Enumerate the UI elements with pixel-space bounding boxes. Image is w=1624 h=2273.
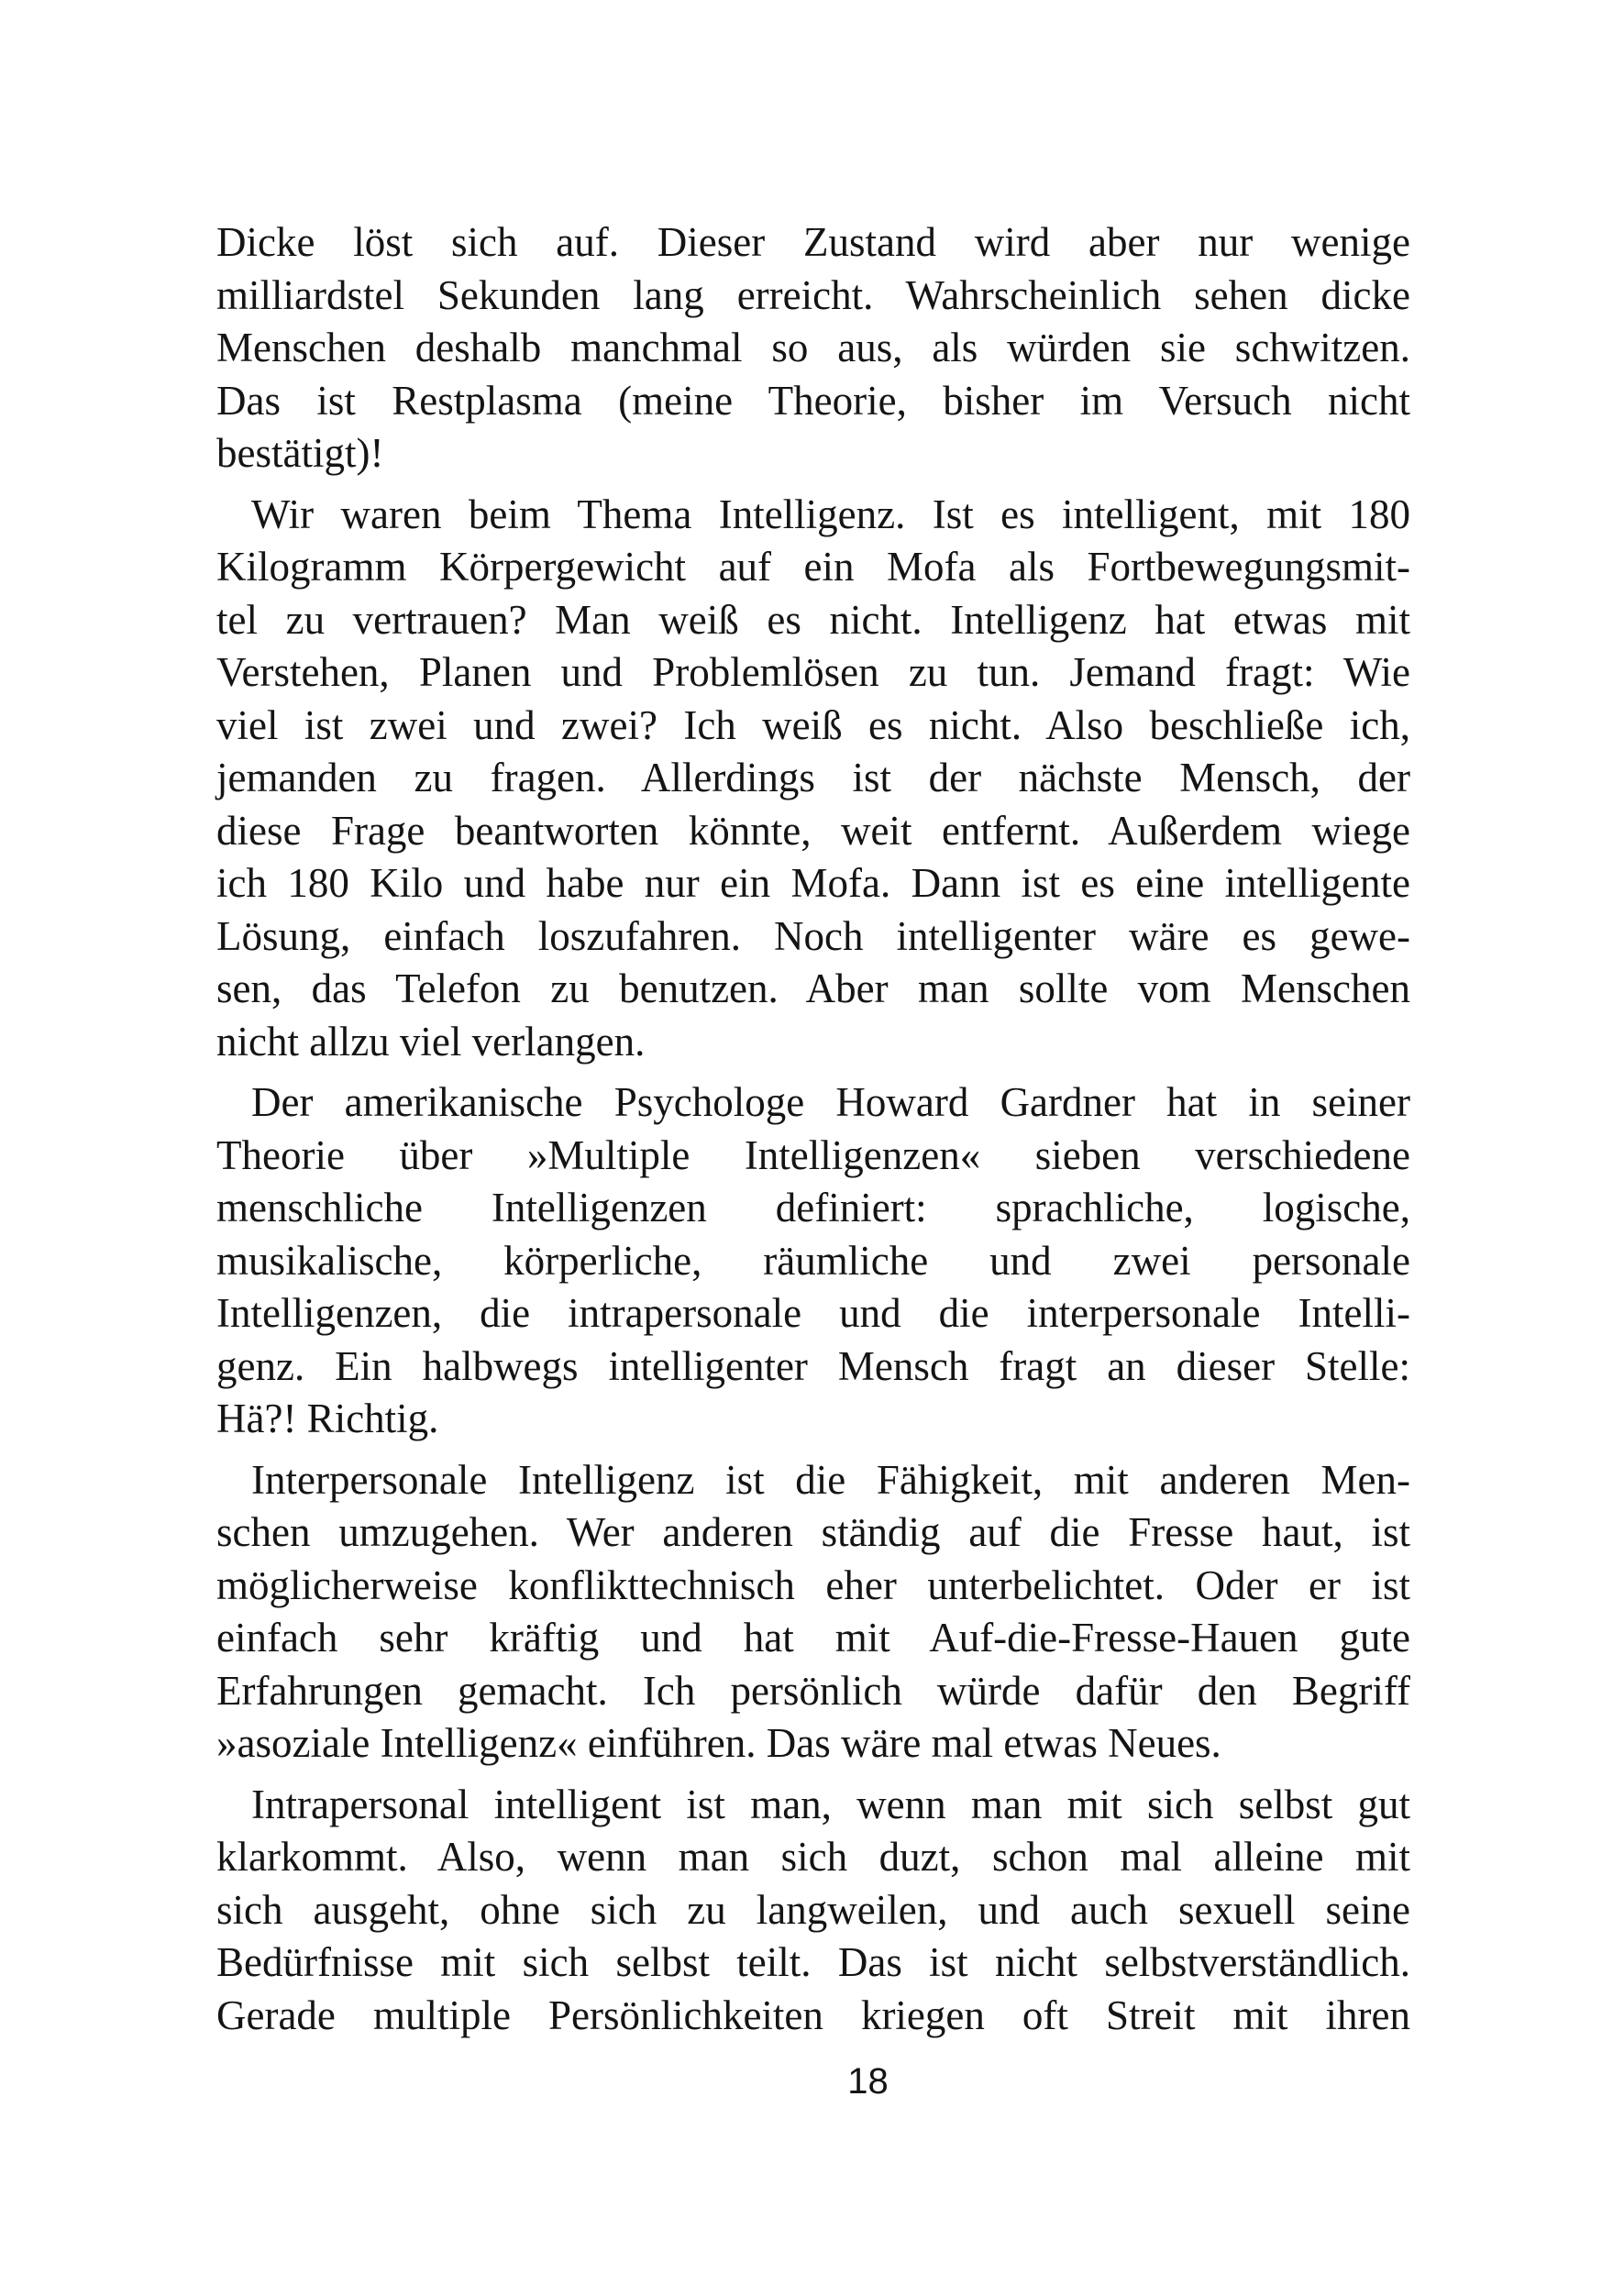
text-line: ich 180 Kilo und habe nur ein Mofa. Dann ist es eine intelligente xyxy=(216,860,1410,906)
text-line: Gerade multiple Persönlichkeiten kriegen oft Streit mit ihren xyxy=(216,1992,1410,2038)
paragraph-2 xyxy=(216,489,1410,1069)
text-line: Intrapersonal intelligent ist man, wenn man mit sich selbst gut xyxy=(251,1781,1410,1827)
text-line: Menschen deshalb manchmal so aus, als würden sie schwitzen. xyxy=(216,325,1410,370)
text-line: »asoziale Intelligenz« einführen. Das wäre mal etwas Neues. xyxy=(216,1720,1221,1766)
text-line: viel ist zwei und zwei? Ich weiß es nicht. Also beschließe ich, xyxy=(216,701,1410,748)
text-line: Erfahrungen gemacht. Ich persönlich würde dafür den Begriff xyxy=(216,1667,1410,1714)
text-line: Dicke löst sich auf. Dieser Zustand wird aber nur wenige xyxy=(216,219,1410,265)
text-line: möglicherweise konflikttechnisch eher unterbelichtet. Oder er ist xyxy=(216,1561,1410,1608)
text-line: menschliche Intelligenzen definiert: sprachliche, logische, xyxy=(216,1185,1410,1230)
page-number: 18 xyxy=(847,2061,889,2102)
text-line: Theorie über »Multiple Intelligenzen« sieben verschiedene xyxy=(216,1131,1410,1178)
page-body xyxy=(216,216,1410,2050)
text-line: klarkommt. Also, wenn man sich duzt, schon mal alleine mit xyxy=(216,1834,1410,1880)
text-line: Intelligenzen, die intrapersonale und die interpersonale Intelli- xyxy=(216,1290,1410,1336)
text-line: Kilogramm Körpergewicht auf ein Mofa als Fortbewegungsmit- xyxy=(216,544,1410,590)
paragraph-1 xyxy=(216,216,1410,480)
text-line: genz. Ein halbwegs intelligenter Mensch fragt an dieser Stelle: xyxy=(216,1342,1410,1389)
text-line: Verstehen, Planen und Problemlösen zu tun. Jemand fragt: Wie xyxy=(216,649,1410,695)
text-line: sich ausgeht, ohne sich zu langweilen, und auch sexuell seine xyxy=(216,1886,1410,1933)
text-line: Bedürfnisse mit sich selbst teilt. Das ist nicht selbstverständlich. xyxy=(216,1939,1410,1985)
text-line: diese Frage beantworten könnte, weit entfernt. Außerdem wiege xyxy=(216,807,1410,854)
text-line: Wir waren beim Thema Intelligenz. Ist es intelligent, mit 180 xyxy=(251,491,1410,537)
text-line: milliardstel Sekunden lang erreicht. Wahrscheinlich sehen dicke xyxy=(216,271,1410,318)
text-line: Interpersonale Intelligenz ist die Fähigkeit, mit anderen Men- xyxy=(251,1456,1410,1503)
text-line: sen, das Telefon zu benutzen. Aber man sollte vom Menschen xyxy=(216,965,1410,1011)
paragraph-3 xyxy=(216,1076,1410,1446)
text-line: jemanden zu fragen. Allerdings ist der nächste Mensch, der xyxy=(216,755,1410,800)
text-line: tel zu vertrauen? Man weiß es nicht. Intelligenz hat etwas mit xyxy=(216,596,1410,643)
text-line: nicht allzu viel verlangen. xyxy=(216,1018,646,1065)
paragraph-5 xyxy=(216,1779,1410,2043)
text-line: Lösung, einfach loszufahren. Noch intelligenter wäre es gewe- xyxy=(216,912,1410,959)
text-line: Das ist Restplasma (meine Theorie, bisher im Versuch nicht xyxy=(216,377,1410,424)
text-line: Hä?! Richtig. xyxy=(216,1396,439,1441)
text-line: schen umzugehen. Wer anderen ständig auf die Fresse haut, ist xyxy=(216,1509,1410,1555)
text-line: Der amerikanische Psychologe Howard Gardner hat in seiner xyxy=(251,1079,1410,1125)
text-line: musikalische, körperliche, räumliche und zwei personale xyxy=(216,1237,1410,1284)
paragraph-4 xyxy=(216,1454,1410,1771)
text-line: einfach sehr kräftig und hat mit Auf-die-Fresse-Hauen gute xyxy=(216,1615,1410,1661)
text-line: bestätigt)! xyxy=(216,430,384,476)
